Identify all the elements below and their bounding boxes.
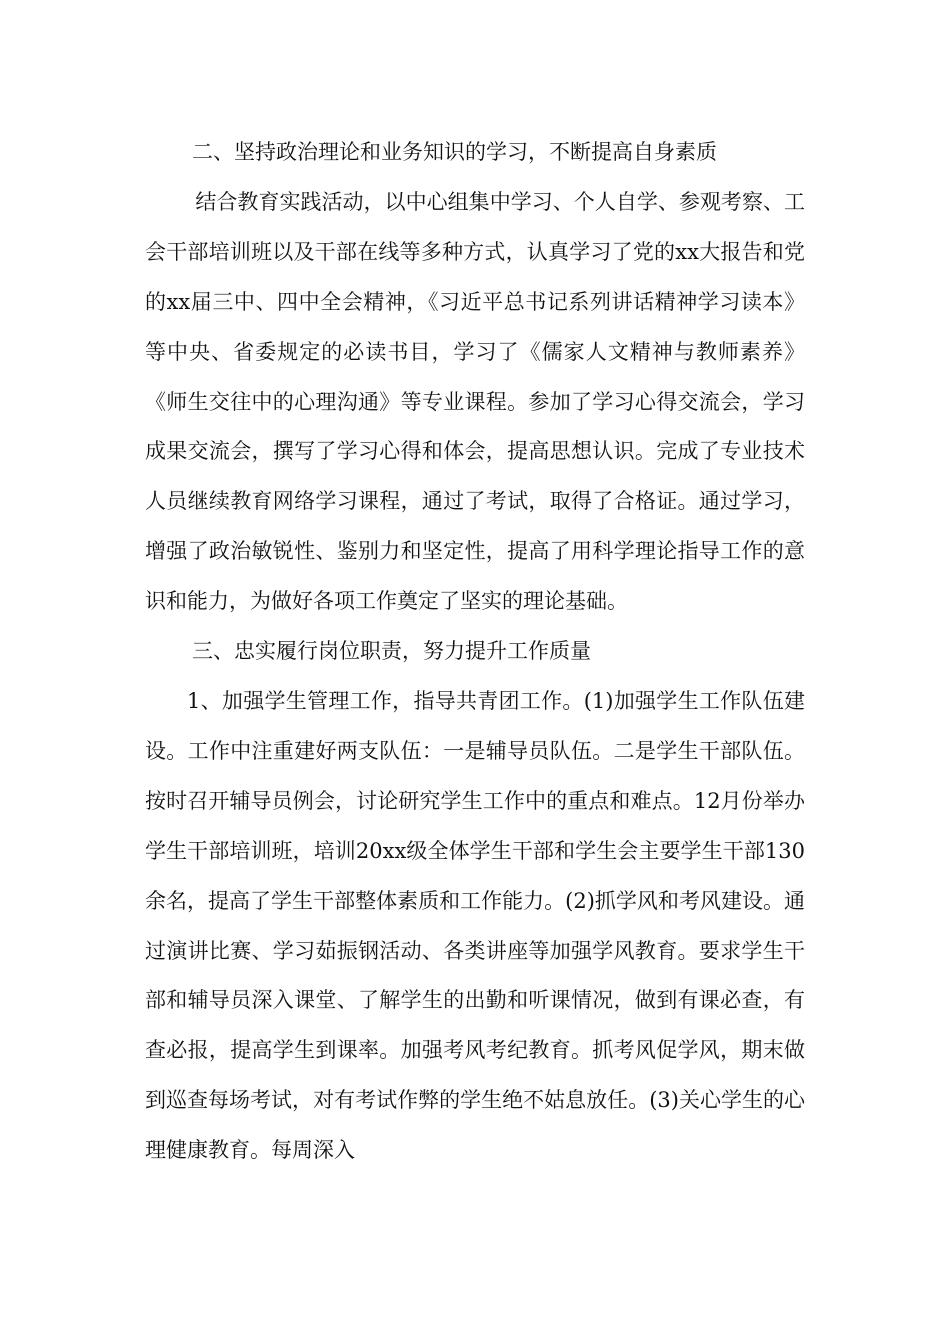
document-body <box>145 128 805 1176</box>
section-3-heading: 三、忠实履行岗位职责，努力提升工作质量 <box>192 639 591 664</box>
section-3-paragraph: 1、加强学生管理工作，指导共青团工作。(1)加强学生工作队伍建设。工作中注重建好两支队伍：一是辅导员队伍。二是学生干部队伍。按时召开辅导员例会，讨论研究学生工作中的重点和难点。12月份举办学生干部培训班，培训20xx级全体学生干部和学生会主要学生干部130余名，提高了学生干部整体素质和工作能力。(2)抓学风和考风建设。通过演讲比赛、学习茹振钢活动、各类讲座等加强学风教育。要求学生干部和辅导员深入课堂、了解学生的出勤和听课情况，做到有课必查，有查必报，提高学生到课率。加强考风考纪教育。抓考风促学风，期末做到巡查每场考试，对有考试作弊的学生绝不姑息放任。(3)关心学生的心理健康教育。每周深入 <box>145 688 805 1163</box>
section-2-heading: 二、坚持政治理论和业务知识的学习，不断提高自身素质 <box>192 140 717 164</box>
section-2-paragraph: 结合教育实践活动，以中心组集中学习、个人自学、参观考察、工会干部培训班以及干部在线等多种方式，认真学习了党的xx大报告和党的xx届三中、四中全会精神，《习近平总书记系列讲话精神学习读本》等中央、省委规定的必读书目，学习了《儒家人文精神与教师素养》《师生交往中的心理沟通》等专业课程。参加了学习心得交流会，学习成果交流会，撰写了学习心得和体会，提高思想认识。完成了专业技术人员继续教育网络学习课程，通过了考试，取得了合格证。通过学习，增强了政治敏锐性、鉴别力和坚定性，提高了用科学理论指导工作的意识和能力，为做好各项工作奠定了坚实的理论基础。 <box>145 189 805 614</box>
